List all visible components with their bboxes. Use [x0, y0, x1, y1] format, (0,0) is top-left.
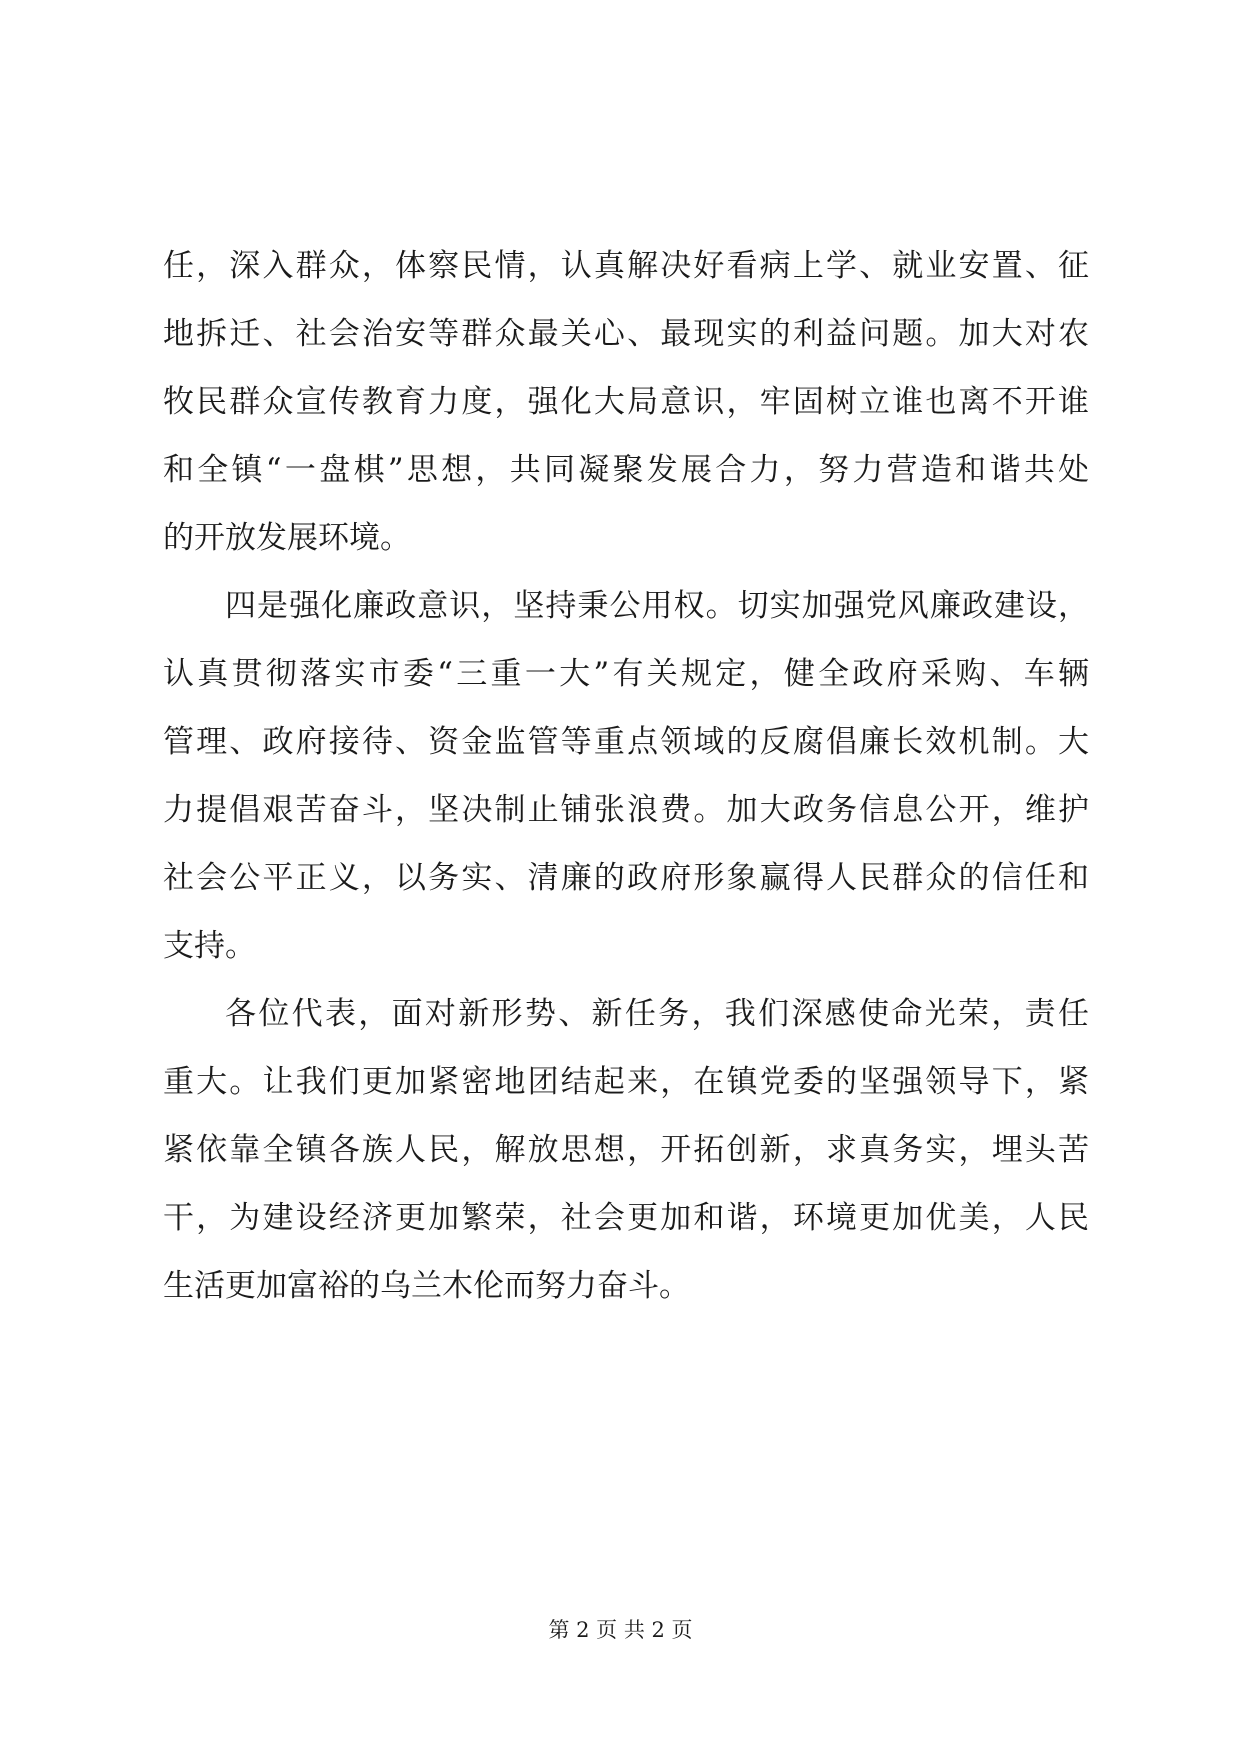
paragraph-3-line-2: 重大。让我们更加紧密地团结起来，在镇党委的坚强领导下，紧 — [163, 1064, 1089, 1100]
paragraph-1-line-3: 牧民群众宣传教育力度，强化大局意识，牢固树立谁也离不开谁 — [163, 384, 1089, 420]
paragraph-1-line-5: 的开放发展环境。 — [163, 520, 411, 556]
paragraph-2-line-5: 社会公平正义，以务实、清廉的政府形象赢得人民群众的信任和 — [163, 860, 1089, 896]
paragraph-3-line-3: 紧依靠全镇各族人民，解放思想，开拓创新，求真务实，埋头苦 — [163, 1132, 1089, 1168]
paragraph-2-line-6: 支持。 — [163, 928, 256, 964]
paragraph-2-line-3: 管理、政府接待、资金监管等重点领域的反腐倡廉长效机制。大 — [163, 724, 1089, 760]
paragraph-1-line-2: 地拆迁、社会治安等群众最关心、最现实的利益问题。加大对农 — [163, 316, 1089, 352]
paragraph-3-line-4: 干，为建设经济更加繁荣，社会更加和谐，环境更加优美，人民 — [163, 1200, 1089, 1236]
document-body — [163, 232, 1089, 1320]
paragraph-3-line-1: 各位代表，面对新形势、新任务，我们深感使命光荣，责任 — [225, 996, 1089, 1032]
paragraph-3-line-5: 生活更加富裕的乌兰木伦而努力奋斗。 — [163, 1268, 690, 1304]
paragraph-1-line-4: 和全镇“一盘棋”思想，共同凝聚发展合力，努力营造和谐共处 — [163, 452, 1089, 488]
paragraph-2-line-4: 力提倡艰苦奋斗，坚决制止铺张浪费。加大政务信息公开，维护 — [163, 792, 1089, 828]
paragraph-1-line-1: 任，深入群众，体察民情，认真解决好看病上学、就业安置、征 — [163, 248, 1089, 284]
page-number-footer: 第 2 页 共 2 页 — [548, 1618, 693, 1642]
paragraph-2-line-1: 四是强化廉政意识，坚持秉公用权。切实加强党风廉政建设， — [225, 588, 1089, 624]
paragraph-2-line-2: 认真贯彻落实市委“三重一大”有关规定，健全政府采购、车辆 — [163, 656, 1089, 692]
